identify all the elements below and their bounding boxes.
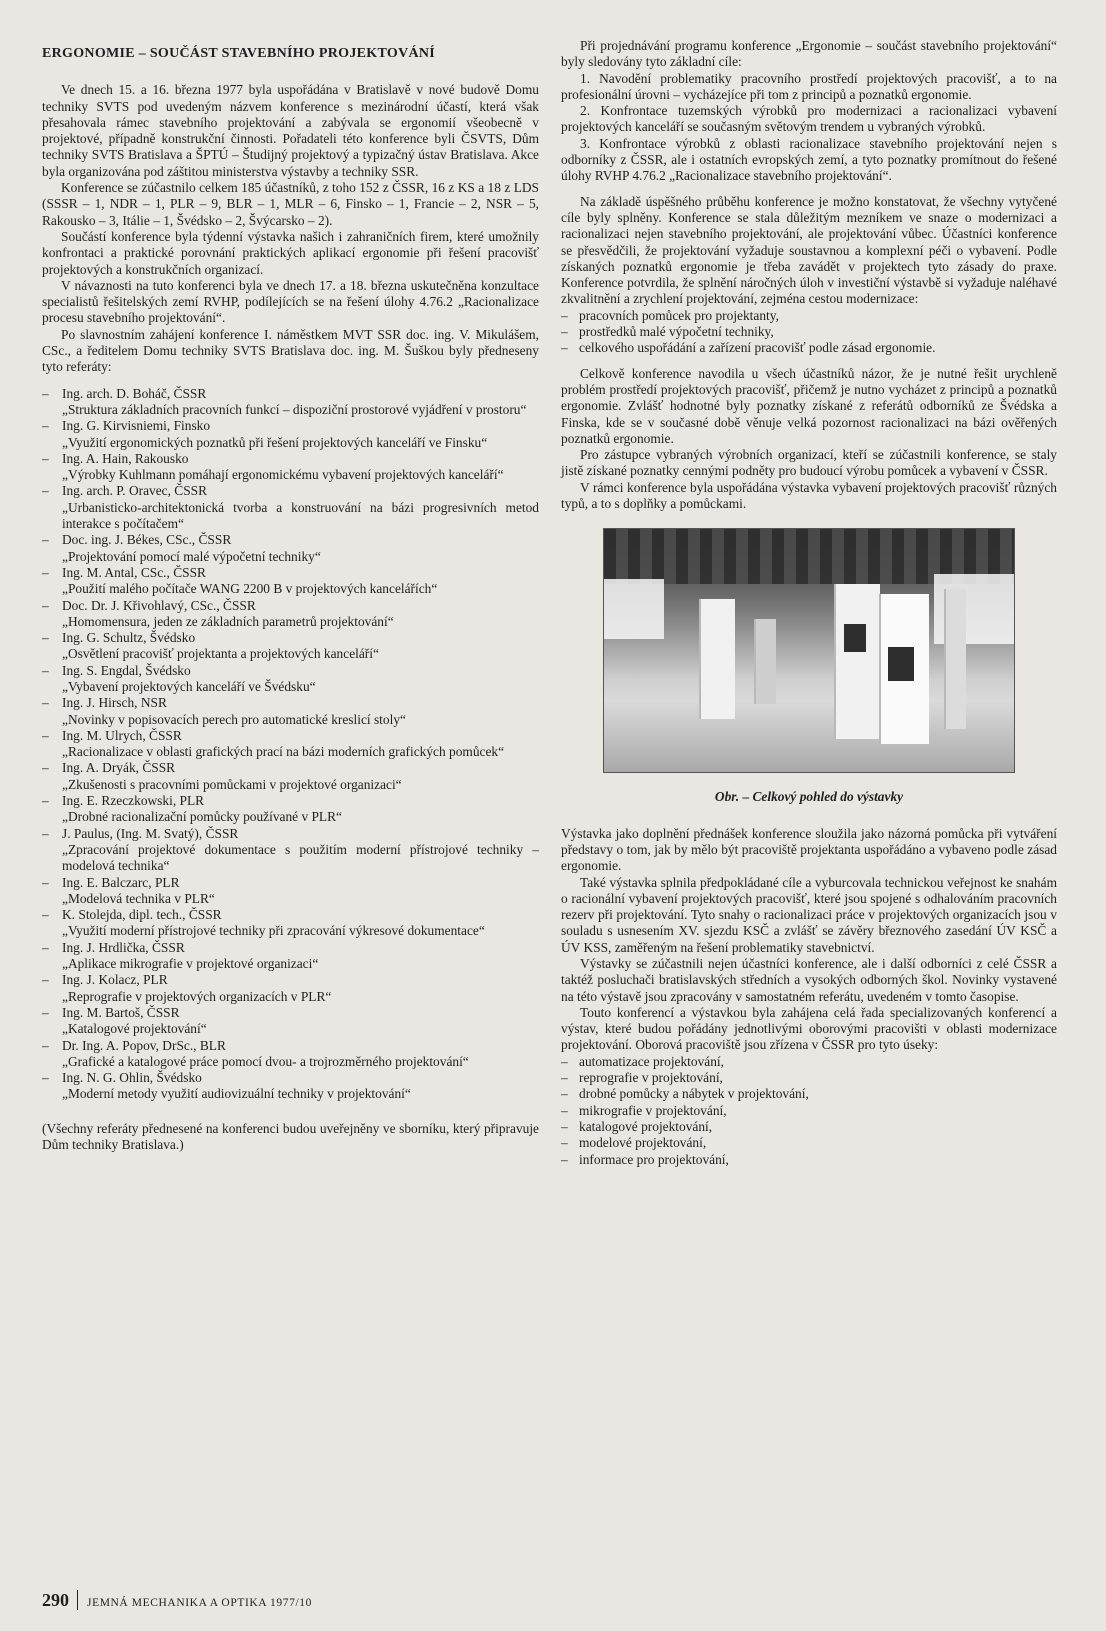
modernization-item: [561, 324, 1057, 340]
talk-item: [42, 793, 539, 826]
talk-author: Ing. J. Kolacz, PLR: [62, 972, 168, 988]
talk-item: [42, 1038, 539, 1071]
paragraph: Součástí konference byla týdenní výstavka našich i zahraničních firem, které umožnily konfrontaci a praktické porovnání praktických aplikací ergonomie při řešení pracovišť projektových a konstrukčních organizací.: [42, 228, 539, 277]
paragraph: Ve dnech 15. a 16. března 1977 byla uspořádána v Bratislavě v nové budově Domu techniky SVTS pod uvedeným názvem konference s mezinárodní účastí, která však přesahovala rámec stavebního projektování a zabývala se ergonomií všeobecně v projektové, případně konstrukční činnosti. Pořadateli této konference byli ČSVTS, Dům techniky SVTS Bratislava a ŠPTÚ – Študijný projektový a typizačný ústav Bratislava. Akce byla organizována pod záštitou ministerstva výstavby a techniky SSR.: [42, 82, 539, 179]
article-title: ERGONOMIE – SOUČÁST STAVEBNÍHO PROJEKTOVÁNÍ: [42, 46, 436, 61]
list-dash: –: [42, 630, 49, 646]
talk-title: „Zpracování projektové dokumentace s použitím moderní přístrojové techniky – modelová technika“: [62, 841, 539, 874]
talk-item: [42, 532, 539, 565]
list-dash: –: [561, 1070, 568, 1086]
talk-author: Ing. M. Bartoš, ČSSR: [62, 1004, 180, 1020]
talk-author: Doc. Dr. J. Křivohlavý, CSc., ČSSR: [62, 597, 256, 613]
talk-item: [42, 598, 539, 631]
talk-author: Ing. arch. D. Boháč, ČSSR: [62, 385, 207, 401]
list-dash: –: [42, 597, 49, 613]
talk-author: K. Stolejda, dipl. tech., ČSSR: [62, 907, 222, 923]
talk-author: Ing. A. Dryák, ČSSR: [62, 760, 176, 776]
list-dash: –: [42, 825, 49, 841]
talk-author: Ing. arch. P. Oravec, ČSSR: [62, 483, 208, 499]
list-text: prostředků malé výpočetní techniky,: [579, 324, 774, 340]
talk-author: Ing. G. Kirvisniemi, Finsko: [62, 418, 211, 434]
talk-item: [42, 1005, 539, 1038]
talk-title: „Moderní metody využití audiovizuální techniky v projektování“: [62, 1086, 411, 1102]
talk-item: [42, 630, 539, 663]
talk-author: Ing. S. Engdal, Švédsko: [62, 662, 191, 678]
paragraph: V návaznosti na tuto konferenci byla ve dnech 17. a 18. března uskutečněna konzultace specialistů řešitelských zemí RVHP, podílejících se na řešení úlohy 4.76.2 „Racionalizace procesu stavebního projektování“.: [42, 277, 539, 326]
list-dash: –: [561, 1135, 568, 1151]
modernization-item: [561, 308, 1057, 324]
goal-item: 2. Konfrontace tuzemských výrobků pro modernizaci a racionalizaci vybavení projektových kanceláří se současným světovým trendem u vybraných výrobků.: [561, 103, 1057, 135]
section-item: [561, 1070, 1057, 1086]
talk-title: „Drobné racionalizační pomůcky používané v PLR“: [62, 809, 342, 825]
list-dash: –: [42, 450, 49, 466]
list-dash: –: [42, 727, 49, 743]
list-dash: –: [42, 793, 49, 809]
talk-title: „Výrobky Kuhlmann pomáhají ergonomickému vybavení projektových kanceláří“: [62, 467, 504, 483]
talk-item: [42, 907, 539, 940]
section-item: [561, 1103, 1057, 1119]
talk-author: J. Paulus, (Ing. M. Svatý), ČSSR: [62, 825, 239, 841]
talk-title: „Katalogové projektování“: [62, 1021, 207, 1037]
section-item: [561, 1054, 1057, 1070]
list-dash: –: [42, 483, 49, 499]
list-text: celkového uspořádání a zařízení pracovišť podle zásad ergonomie.: [579, 340, 936, 356]
talk-list: [42, 386, 539, 1103]
list-dash: –: [42, 564, 49, 580]
list-dash: –: [42, 1037, 49, 1053]
talk-title: „Aplikace mikrografie v projektové organizaci“: [62, 956, 319, 972]
paragraph: V rámci konference byla uspořádána výstavka vybavení projektových pracovišť různých typů, a to s doplňky a pomůckami.: [561, 479, 1057, 512]
list-dash: –: [561, 1151, 568, 1167]
talk-author: Ing. J. Hirsch, NSR: [62, 695, 167, 711]
page-footer: [42, 1590, 312, 1611]
talk-title: „Využití ergonomických poznatků při řešení projektových kanceláří ve Finsku“: [62, 434, 488, 450]
list-text: drobné pomůcky a nábytek v projektování,: [579, 1086, 809, 1102]
journal-name: JEMNÁ MECHANIKA A OPTIKA 1977/10: [87, 1597, 312, 1609]
paragraph: Konference se zúčastnilo celkem 185 účastníků, z toho 152 z ČSSR, 16 z KS a 18 z LDS (SSSR – 1, NDR – 1, PLR – 9, BLR – 1, MLR – 6, Finsko – 1, Francie – 2, NSR – 5, Rakousko – 3, Itálie – 1, Švédsko – 2, Švýcarsko – 2).: [42, 180, 539, 228]
section-list: [561, 1054, 1057, 1168]
photo-caption: Obr. – Celkový pohled do výstavky: [714, 789, 904, 805]
talk-author: Dr. Ing. A. Popov, DrSc., BLR: [62, 1037, 226, 1053]
talk-item: [42, 760, 539, 793]
list-dash: –: [561, 1102, 568, 1118]
section-item: [561, 1119, 1057, 1135]
talk-author: Ing. A. Hain, Rakousko: [62, 450, 189, 466]
list-dash: –: [42, 939, 49, 955]
list-dash: –: [561, 1118, 568, 1134]
paragraph: Také výstavka splnila předpokládané cíle a vyburcovala technickou veřejnost ke snahám o racionální vybavení projektových pracovišť, které jsou spojené s odhalováním pracovních rezerv při projektování. Tyto snahy o racionalizaci práce v projektových organizacích jsou v souladu s usnesením XV. sjezdu KSČ a zvlášť se závěry březnového zasedání ÚV KSČ a ÚV KSS, zaměřeným na řešení problematiky stavebnictví.: [561, 874, 1057, 955]
list-dash: –: [42, 418, 49, 434]
talk-author: Ing. N. G. Ohlin, Švédsko: [62, 1070, 202, 1086]
list-dash: –: [561, 307, 568, 323]
list-dash: –: [42, 1070, 49, 1086]
list-dash: –: [42, 1004, 49, 1020]
talk-author: Ing. G. Schultz, Švédsko: [62, 630, 196, 646]
talk-item: [42, 663, 539, 696]
talk-title: „Homomensura, jeden ze základních parametrů projektování“: [62, 613, 394, 629]
left-column: [42, 38, 539, 1153]
talk-item: [42, 386, 539, 419]
talk-title: „Osvětlení pracovišť projektanta a projektových kanceláří“: [62, 646, 379, 662]
modernization-list: [561, 308, 1057, 357]
list-text: mikrografie v projektování,: [579, 1102, 727, 1118]
talk-author: Ing. M. Antal, CSc., ČSSR: [62, 564, 206, 580]
list-dash: –: [561, 1053, 568, 1069]
talk-title: „Racionalizace v oblasti grafických prací na bázi moderních grafických pomůcek“: [62, 744, 505, 760]
talk-author: Ing. J. Hrdlička, ČSSR: [62, 939, 185, 955]
talk-item: [42, 695, 539, 728]
list-text: pracovních pomůcek pro projektanty,: [579, 307, 779, 323]
exhibition-photo: [603, 528, 1015, 773]
talk-author: Ing. E. Balczarc, PLR: [62, 874, 180, 890]
talk-author: Ing. E. Rzeczkowski, PLR: [62, 793, 205, 809]
talk-title: „Zkušenosti s pracovními pomůckami v projektové organizaci“: [62, 776, 402, 792]
talk-title: „Struktura základních pracovních funkcí – dispoziční prostorové vyjádření v prostoru“: [62, 401, 527, 417]
talk-title: „Urbanisticko-architektonická tvorba a konstruování na bázi progresivních metod interakce s počítačem“: [62, 499, 539, 532]
goal-item: 3. Konfrontace výrobků z oblasti racionalizace stavebního projektování nejen s odborníky z ČSSR, ale i ostatních evropských zemí, a tyto poznatky promítnout do řešené úlohy RVHP 4.76.2 „Racionalizace stavebního projektování“.: [561, 135, 1057, 184]
talk-item: [42, 418, 539, 451]
intro-paragraph: Při projednávání programu konference „Ergonomie – součást stavebního projektování“ byly sledovány tyto základní cíle:: [561, 38, 1057, 70]
paragraph: Pro zástupce vybraných výrobních organizací, kteří se zúčastnili konference, se staly jistě získané poznatky cennými podněty pro budoucí výrobu pomůcek a vybavení v ČSSR.: [561, 447, 1057, 479]
paragraph: Touto konferencí a výstavkou byla zahájena celá řada specializovaných konferencí a výstav, které budou pořádány jednotlivými oborovými pracovišti v oblasti modernizace projektování. Oborová pracoviště jsou zřízena v ČSSR pro tyto úseky:: [561, 1004, 1057, 1053]
talk-title: „Grafické a katalogové práce pomocí dvou- a trojrozměrného projektování“: [62, 1053, 469, 1069]
list-dash: –: [561, 324, 568, 340]
talk-item: [42, 1070, 539, 1103]
talk-title: „Modelová technika v PLR“: [62, 890, 215, 906]
modernization-item: [561, 340, 1057, 356]
list-text: informace pro projektování,: [579, 1151, 729, 1167]
closing-note: (Všechny referáty přednesené na konferenci budou uveřejněny ve sborníku, který připravuje Dům techniky Bratislava.): [42, 1120, 539, 1152]
list-dash: –: [42, 662, 49, 678]
talk-title: „Využití moderní přístrojové techniky při zpracování výkresové dokumentace“: [62, 923, 485, 939]
talk-title: „Vybavení projektových kanceláří ve Švédsku“: [62, 678, 316, 694]
talk-title: „Projektování pomocí malé výpočetní techniky“: [62, 548, 321, 564]
page-number: 290: [42, 1590, 69, 1610]
list-text: automatizace projektování,: [579, 1053, 725, 1069]
section-item: [561, 1152, 1057, 1168]
list-dash: –: [561, 340, 568, 356]
list-dash: –: [561, 1086, 568, 1102]
talk-item: [42, 565, 539, 598]
list-dash: –: [42, 907, 49, 923]
talk-item: [42, 483, 539, 532]
section-item: [561, 1135, 1057, 1151]
list-dash: –: [42, 760, 49, 776]
list-dash: –: [42, 695, 49, 711]
list-text: modelové projektování,: [579, 1135, 707, 1151]
talk-item: [42, 940, 539, 973]
talk-title: „Použití malého počítače WANG 2200 B v projektových kancelářích“: [62, 581, 438, 597]
list-text: reprografie v projektování,: [579, 1070, 723, 1086]
goal-item: 1. Navodění problematiky pracovního prostředí projektových pracovišť, a to na profesionální úrovni – vycházejíce při tom z principů a poznatků ergonomie.: [561, 70, 1057, 102]
paragraph: Celkově konference navodila u všech účastníků názor, že je nutné řešit urychleně problém prostředí projektových pracovišť, přičemž je nutno vycházet z principů a poznatků ergonomie. Zvlášť hodnotné byly poznatky získané z referátů odborníků ze Švédska a Finska, kde se v současné době věnuje velká pozornost racionalizaci na bázi ověřených poznatků ergonomie.: [561, 365, 1057, 446]
footer-divider: [77, 1590, 78, 1610]
result-paragraph: Na základě úspěšného průběhu konference je možno konstatovat, že všechny vytyčené cíle byly splněny. Konference se stala důležitým mezníkem ve snaze o modernizaci a racionalizaci nejen stavebního projektování, ale projektování vůbec. Účastníci konference se přesvědčili, že projektování vyžaduje soustavnou a komplexní péči o vybavení. Podle získaných poznatků ergonomie je třeba zavádět v projektech tyto zásady do praxe. Konference potvrdila, že splnění náročných úloh v investiční výstavbě si vyžaduje naléhavé zkvalitnění a zrychlení projektování, zejména cestou modernizace:: [561, 193, 1057, 307]
list-dash: –: [42, 972, 49, 988]
talk-item: [42, 972, 539, 1005]
list-dash: –: [42, 385, 49, 401]
section-item: [561, 1086, 1057, 1102]
paragraph: Výstavky se zúčastnili nejen účastníci konference, ale i další odborníci z celé ČSSR a taktéž posluchači bratislavských středních a vysokých odborných škol. Novinky vystavené na této výstavě jsou zpracovány v samostatném referátu, uvedeném v tomto časopise.: [561, 955, 1057, 1004]
talk-item: [42, 728, 539, 761]
paragraph: Po slavnostním zahájení konference I. náměstkem MVT SSR doc. ing. V. Mikulášem, CSc., a ředitelem Domu techniky SVTS Bratislava doc. ing. M. Šuškou byly předneseny tyto referáty:: [42, 326, 539, 375]
talk-author: Doc. ing. J. Békes, CSc., ČSSR: [62, 532, 232, 548]
talk-author: Ing. M. Ulrych, ČSSR: [62, 727, 182, 743]
talk-item: [42, 826, 539, 875]
list-dash: –: [42, 532, 49, 548]
talk-title: „Novinky v popisovacích perech pro automatické kreslicí stoly“: [62, 711, 406, 727]
list-text: katalogové projektování,: [579, 1118, 713, 1134]
talk-item: [42, 875, 539, 908]
paragraph: Výstavka jako doplnění přednášek konference sloužila jako názorná pomůcka při vytváření představy o tom, jak by mělo být pracoviště projektanta uspořádáno a vybaveno podle zásad ergonomie.: [561, 825, 1057, 874]
talk-item: [42, 451, 539, 484]
list-dash: –: [42, 874, 49, 890]
right-column: [561, 38, 1057, 1168]
talk-title: „Reprografie v projektových organizacích v PLR“: [62, 988, 332, 1004]
